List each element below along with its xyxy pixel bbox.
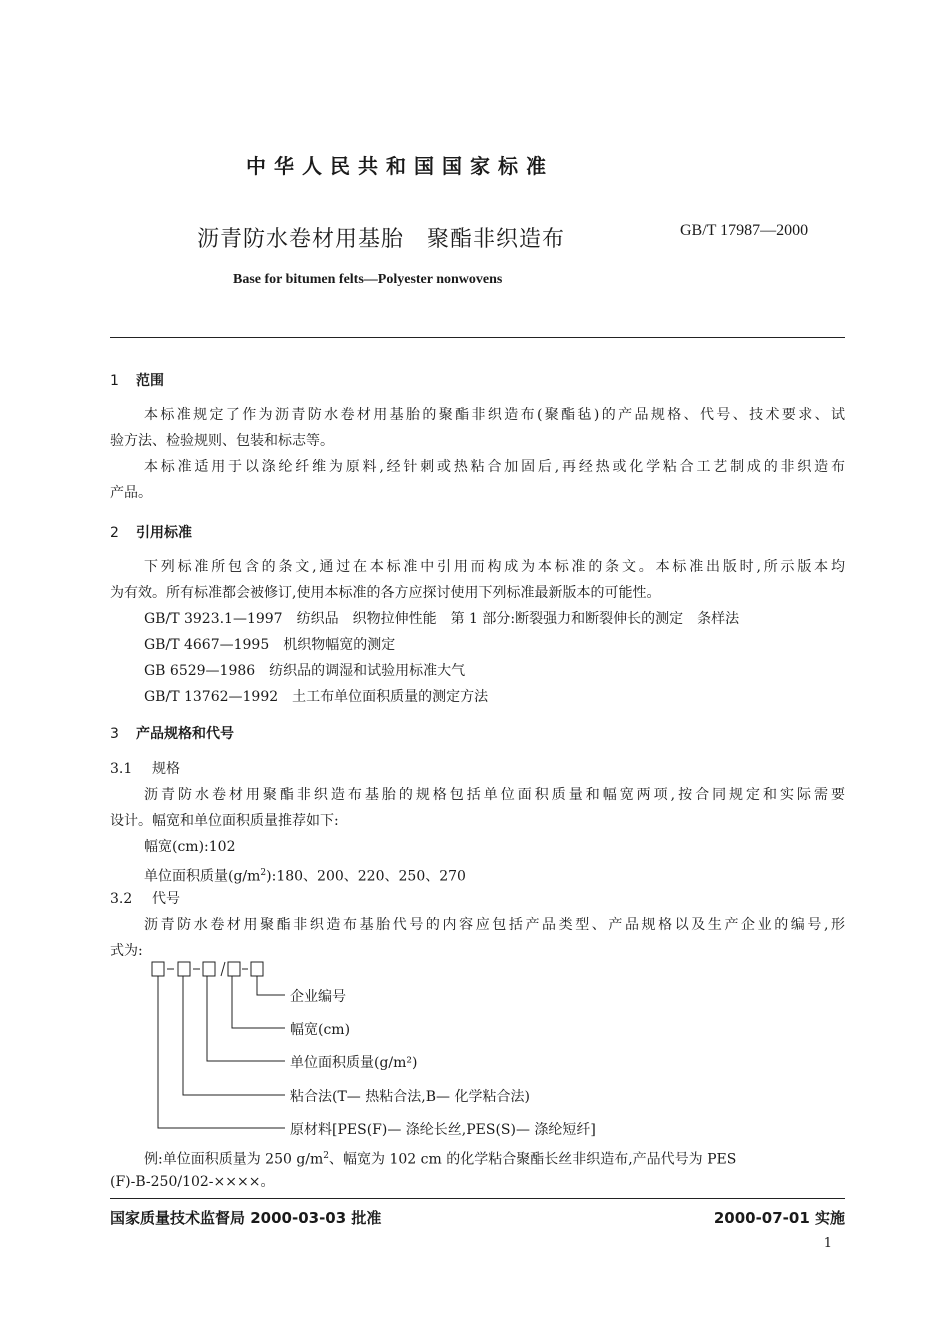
standard-title-en: Base for bitumen felts—Polyester nonwovens (233, 272, 503, 287)
subsection-3-2-title: 代号 (152, 891, 180, 907)
header-divider (110, 337, 845, 338)
section-3-body (110, 756, 845, 964)
approval-date: 国家质量技术监督局 2000-03-03 批准 (110, 1209, 382, 1227)
code-label-mass: 单位面积质量(g/m²) (290, 1055, 418, 1071)
reference-item: GB/T 13762—1992 土工布单位面积质量的测定方法 (144, 689, 489, 705)
reference-item: GB/T 3923.1—1997 纺织品 织物拉伸性能 第 1 部分:断裂强力和断裂伸长的测定 条样法 (144, 611, 740, 627)
reference-item: GB/T 4667—1995 机织物幅宽的测定 (144, 637, 396, 653)
standard-code: GB/T 17987—2000 (680, 222, 809, 239)
code-box-mass (203, 962, 215, 976)
section-3-title: 产品规格和代号 (136, 726, 234, 742)
code-diagram-lines (150, 960, 710, 1145)
section-1-body (110, 402, 845, 506)
footer-divider (110, 1198, 845, 1199)
section-2-title: 引用标准 (136, 525, 192, 541)
paragraph-line: 产品。 (110, 485, 152, 501)
code-label-width: 幅宽(cm) (290, 1022, 351, 1038)
example-line-1 (110, 1143, 845, 1169)
code-label-bonding: 粘合法(T— 热粘合法,B— 化学粘合法) (290, 1089, 530, 1105)
paragraph-line: 式为: (110, 943, 143, 959)
subsection-3-1-number: 3.1 (110, 761, 133, 777)
paragraph-line: 下列标准所包含的条文,通过在本标准中引用而构成为本标准的条文。本标准出版时,所示版本均 (144, 559, 845, 575)
example-text-b: 、幅宽为 102 cm 的化学粘合聚酯长丝非织造布,产品代号为 PES (329, 1151, 737, 1168)
section-1-heading (110, 370, 164, 390)
effective-date: 2000-07-01 实施 (713, 1209, 845, 1227)
code-label-material: 原材料[PES(F)— 涤纶长丝,PES(S)— 涤纶短纤] (290, 1122, 596, 1138)
section-2-number: 2 (110, 525, 119, 541)
subsection-3-1-title: 规格 (152, 761, 180, 777)
width-spec: 幅宽(cm):102 (144, 839, 236, 855)
paragraph-line: 为有效。所有标准都会被修订,使用本标准的各方应探讨使用下列标准最新版本的可能性。 (110, 585, 661, 601)
code-box-company (251, 962, 263, 976)
section-3-heading (110, 723, 234, 743)
mass-spec (110, 860, 845, 886)
section-1-number: 1 (110, 373, 119, 389)
code-label-company: 企业编号 (290, 989, 346, 1005)
example-paragraph (110, 1143, 845, 1195)
page-number: 1 (823, 1236, 832, 1251)
product-code-diagram (150, 960, 710, 1145)
mass-spec-suffix: ):180、200、220、250、270 (266, 868, 466, 885)
standard-title-cn: 沥青防水卷材用基胎 聚酯非织造布 (197, 227, 566, 252)
mass-spec-prefix: 单位面积质量(g/m (144, 868, 261, 885)
paragraph-line: 验方法、检验规则、包装和标志等。 (110, 433, 334, 449)
reference-item: GB 6529—1986 纺织品的调湿和试验用标准大气 (144, 663, 466, 679)
section-1-title: 范围 (136, 373, 164, 389)
example-superscript: 2 (323, 1151, 330, 1161)
paragraph-line: 设计。幅宽和单位面积质量推荐如下: (110, 813, 339, 829)
section-2-body (110, 554, 845, 710)
org-title: 中华人民共和国国家标准 (246, 154, 554, 178)
paragraph-line: 沥青防水卷材用聚酯非织造布基胎代号的内容应包括产品类型、产品规格以及生产企业的编号,形 (144, 917, 845, 933)
paragraph-line: 本标准规定了作为沥青防水卷材用基胎的聚酯非织造布(聚酯毡)的产品规格、代号、技术要求、试 (144, 407, 845, 423)
section-3-number: 3 (110, 726, 119, 742)
subsection-3-1-heading (110, 756, 845, 782)
example-line-2: (F)-B-250/102-××××。 (110, 1174, 275, 1190)
code-box-width (228, 962, 240, 976)
subsection-3-2-number: 3.2 (110, 891, 133, 907)
mass-spec-superscript: 2 (260, 868, 267, 878)
code-box-material (152, 962, 164, 976)
section-2-heading (110, 522, 192, 542)
paragraph-line: 沥青防水卷材用聚酯非织造布基胎的规格包括单位面积质量和幅宽两项,按合同规定和实际需要 (144, 787, 845, 803)
example-text-a: 例:单位面积质量为 250 g/m (144, 1151, 324, 1168)
subsection-3-2-heading (110, 886, 845, 912)
code-box-bonding (178, 962, 190, 976)
paragraph-line: 本标准适用于以涤纶纤维为原料,经针刺或热粘合加固后,再经热或化学粘合工艺制成的非织造布 (144, 459, 845, 475)
